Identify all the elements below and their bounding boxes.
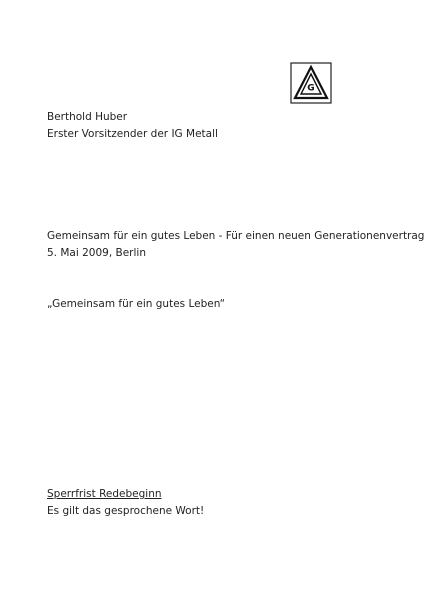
speaker-name: Berthold Huber <box>47 111 128 123</box>
embargo-label: Sperrfrist Redebeginn <box>47 488 162 500</box>
ig-metall-logo-icon <box>290 62 332 104</box>
event-block <box>47 228 424 262</box>
logo-svg <box>290 62 332 104</box>
speaker-role: Erster Vorsitzender der IG Metall <box>47 128 218 140</box>
speech-title: „Gemeinsam für ein gutes Leben“ <box>47 298 226 310</box>
speech-title-block <box>47 296 225 313</box>
embargo-block <box>47 486 204 520</box>
event-title: Gemeinsam für ein gutes Leben - Für einen neuen Generationenvertrag <box>47 230 424 242</box>
event-date-place: 5. Mai 2009, Berlin <box>47 247 146 259</box>
speaker-block <box>47 109 218 143</box>
embargo-note: Es gilt das gesprochene Wort! <box>47 505 205 517</box>
logo-letter: G <box>307 83 315 94</box>
